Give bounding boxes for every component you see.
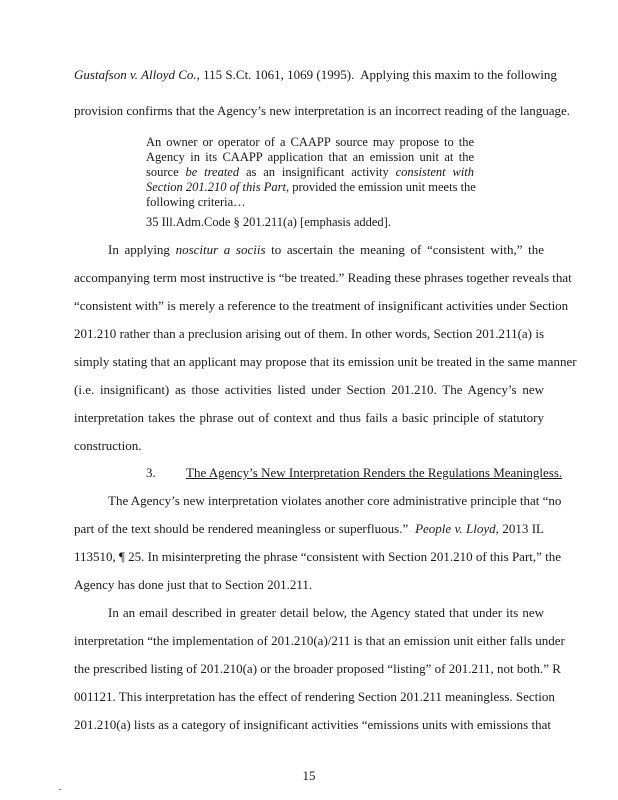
text-line: 113510, ¶ 25. In misinterpreting the phrase “consistent with Section 201.210 of this Part,” the <box>74 549 562 564</box>
text-line: simply stating that an applicant may propose that its emission unit be treated in the same manner <box>74 354 577 369</box>
block-quote-line: source be treated as an insignificant activity consistent with <box>146 165 475 179</box>
section-heading-number: 3. <box>146 465 156 480</box>
case-citation: Gustafson v. Alloyd Co. <box>74 67 197 82</box>
text-line: Agency has done just that to Section 201.211. <box>74 577 313 592</box>
text-line: accompanying term most instructive is “be treated.” Reading these phrases together reveals that <box>74 270 572 285</box>
block-quote-citation: 35 Ill.Adm.Code § 201.211(a) [emphasis added]. <box>146 215 391 229</box>
text-line: the prescribed listing of 201.210(a) or the broader proposed “listing” of 201.211, not both.” R <box>74 661 561 676</box>
text-line: 201.210(a) lists as a category of insignificant activities “emissions units with emissions that <box>74 717 551 732</box>
block-quote-line: following criteria… <box>146 195 246 209</box>
block-quote-line: An owner or operator of a CAAPP source may propose to the <box>146 135 474 149</box>
text-line: part of the text should be rendered meaningless or superfluous.” People v. Lloyd, 2013 IL <box>74 521 544 536</box>
text-line: In an email described in greater detail below, the Agency stated that under its new <box>108 605 544 620</box>
text-line: 001121. This interpretation has the effect of rendering Section 201.211 meaningless. Section <box>74 689 555 704</box>
text-line: construction. <box>74 438 142 453</box>
text-line: provision confirms that the Agency’s new interpretation is an incorrect reading of the language. <box>74 103 571 118</box>
text-line: The Agency’s new interpretation violates another core administrative principle that “no <box>108 493 562 508</box>
text-line: “consistent with” is merely a reference to the treatment of insignificant activities under Section <box>74 298 569 313</box>
block-quote-line: Section 201.210 of this Part, provided the emission unit meets the <box>146 180 476 194</box>
text-line: interpretation takes the phrase out of context and thus fails a basic principle of statutory <box>74 410 544 425</box>
text-line: (i.e. insignificant) as those activities listed under Section 201.210. The Agency’s new <box>74 382 544 397</box>
section-heading <box>146 466 562 480</box>
text-line: interpretation “the implementation of 201.210(a)/211 is that an emission unit either falls under <box>74 633 565 648</box>
text-line: Gustafson v. Alloyd Co., 115 S.Ct. 1061, 1069 (1995). Applying this maxim to the following <box>74 67 557 82</box>
block-quote-line: Agency in its CAAPP application that an emission unit at the <box>146 150 474 164</box>
text-line: In applying noscitur a sociis to ascertain the meaning of “consistent with,” the <box>108 242 544 257</box>
footer-mark: . <box>59 782 62 792</box>
text-line: 201.210 rather than a preclusion arising out of them. In other words, Section 201.211(a) is <box>74 326 544 341</box>
section-heading-title: The Agency’s New Interpretation Renders the Regulations Meaningless. <box>186 465 563 480</box>
page-number: 15 <box>302 768 316 783</box>
